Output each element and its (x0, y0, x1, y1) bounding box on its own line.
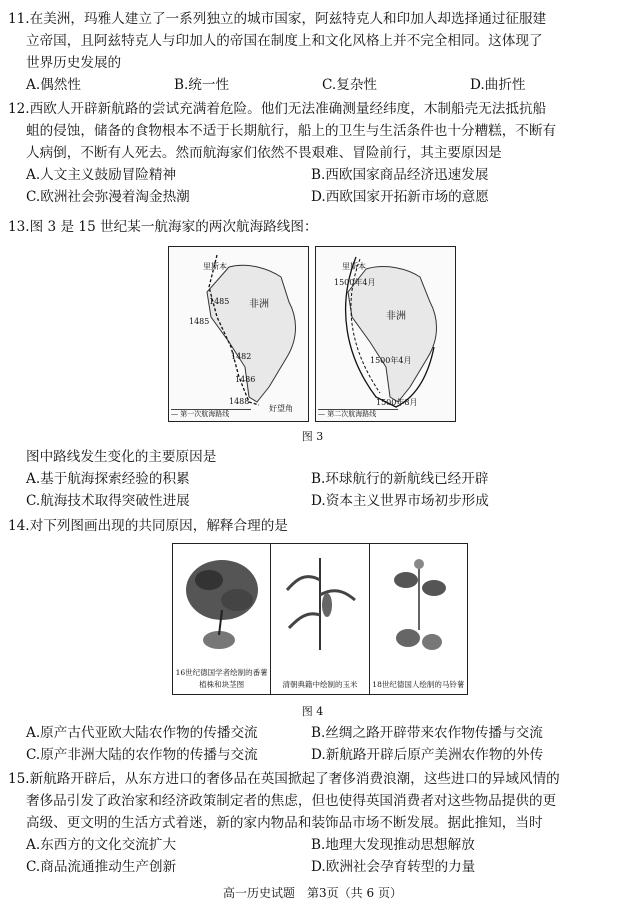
question-15 (8, 768, 618, 878)
option-c[interactable]: C.复杂性 (322, 77, 378, 93)
map-legend: — 第二次航海路线 (318, 409, 398, 419)
q12-options-row1 (8, 164, 618, 186)
figure-4-caption: 图 4 (301, 705, 324, 718)
question-13-stem (8, 216, 618, 238)
figure-4-plants (172, 543, 468, 695)
panel-sweet-potato (173, 544, 271, 694)
figure-3-caption: 图 3 (301, 430, 324, 443)
map-label: 1500年4月 (334, 278, 376, 287)
map-label: 好望角 (269, 404, 293, 413)
question-14-stem (8, 515, 618, 537)
option-a[interactable]: A.东西方的文化交流扩大 (26, 837, 177, 853)
map-label: 1488 (229, 397, 250, 406)
q14-stem-line: 14.对下列图画出现的共同原因，解释合理的是 (8, 518, 288, 534)
africa-map-first (169, 247, 307, 419)
map-label: 1485 (209, 297, 230, 306)
q13-options-row1 (8, 468, 618, 490)
panel-caption: 16世纪德国学者绘制的番薯植株和块茎图 (175, 668, 268, 689)
q11-stem-line: 11.在美洲，玛雅人建立了一系列独立的城市国家，阿兹特克人和印加人却选择通过征服建 (8, 11, 547, 27)
map-label: 里斯本 (203, 262, 227, 271)
panel-caption: 18世纪德国人绘制的马铃薯 (372, 680, 465, 689)
q15-options-row2 (8, 856, 618, 878)
map-label: 里斯本 (342, 262, 366, 271)
option-a[interactable]: A.人文主义鼓励冒险精神 (26, 167, 177, 183)
q11-stem-line: 世界历史发展的 (26, 55, 122, 71)
figure-3-maps (168, 246, 456, 422)
option-b[interactable]: B.丝绸之路开辟带来农作物传播与交流 (311, 725, 543, 741)
map-label: 1486 (235, 375, 256, 384)
option-d[interactable]: D.曲折性 (470, 77, 526, 93)
option-b[interactable]: B.环球航行的新航线已经开辟 (311, 471, 489, 487)
q13-question: 图中路线发生变化的主要原因是 (26, 449, 217, 465)
option-b[interactable]: B.地理大发现推动思想解放 (311, 837, 475, 853)
question-12 (8, 98, 618, 208)
map-label: 非洲 (249, 299, 269, 310)
map-label: 1485 (189, 317, 210, 326)
page-footer: 高一历史试题 第3页（共 6 页） (223, 886, 402, 900)
q11-options (8, 74, 618, 96)
map-label: 1500年4月 (370, 356, 412, 365)
map-legend: — 第一次航海路线 (171, 409, 251, 419)
corn-illustration (277, 550, 363, 658)
q15-stem-line: 奢侈品引发了政治家和经济政策制定者的焦虑，但也使得英国消费者对这些物品提供的更 (26, 793, 557, 809)
q13-stem-line: 13.图 3 是 15 世纪某一航海家的两次航海路线图： (8, 219, 318, 235)
q14-options-row1 (8, 722, 618, 744)
option-d[interactable]: D.资本主义世界市场初步形成 (311, 493, 489, 509)
q13-options-row2 (8, 490, 618, 512)
q15-stem-line: 15.新航路开辟后，从东方进口的奢侈品在英国掀起了奢侈消费浪潮，这些进口的异域风情的 (8, 771, 560, 787)
q14-options-row2 (8, 744, 618, 766)
q12-stem-line: 蛆的侵蚀，储备的食物根本不适于长期航行，船上的卫生与生活条件也十分糟糕，不断有 (26, 123, 557, 139)
option-c[interactable]: C.欧洲社会弥漫着淘金热潮 (26, 189, 190, 205)
q12-stem-line: 12.西欧人开辟新航路的尝试充满着危险。他们无法准确测量经纬度，木制船壳无法抵抗船 (8, 101, 547, 117)
option-c[interactable]: C.原产非洲大陆的农作物的传播与交流 (26, 747, 258, 763)
option-d[interactable]: D.欧洲社会孕育转型的力量 (311, 859, 476, 875)
q12-stem-line: 人病倒，不断有人死去。然而航海家们依然不畏艰难、冒险前行，其主要原因是 (26, 145, 502, 161)
option-c[interactable]: C.航海技术取得突破性进展 (26, 493, 190, 509)
map-label: 1482 (231, 352, 252, 361)
potato-illustration (376, 550, 462, 658)
question-14-options (8, 722, 618, 766)
option-b[interactable]: B.统一性 (174, 77, 230, 93)
q12-options-row2 (8, 186, 618, 208)
question-13-body (8, 446, 618, 512)
q15-stem-line: 高级、更文明的生活方式着迷，新的家内物品和装饰品市场不断发展。据此推知，当时 (26, 815, 543, 831)
option-d[interactable]: D.西欧国家开拓新市场的意愿 (311, 189, 489, 205)
q11-stem-line: 立帝国，且阿兹特克人与印加人的帝国在制度上和文化风格上并不完全相同。这体现了 (26, 33, 543, 49)
option-c[interactable]: C.商品流通推动生产创新 (26, 859, 177, 875)
map-label: 1500年8月 (376, 398, 418, 407)
question-11 (8, 8, 618, 96)
option-a[interactable]: A.原产古代亚欧大陆农作物的传播交流 (26, 725, 258, 741)
option-a[interactable]: A.基于航海探索经验的积累 (26, 471, 190, 487)
map-second-voyage (315, 246, 456, 422)
sweet-potato-illustration (179, 550, 265, 658)
map-first-voyage (168, 246, 309, 422)
option-b[interactable]: B.西欧国家商品经济迅速发展 (311, 167, 489, 183)
option-d[interactable]: D.新航路开辟后原产美洲农作物的外传 (311, 747, 544, 763)
option-a[interactable]: A.偶然性 (26, 77, 81, 93)
africa-map-second (316, 247, 454, 419)
q15-options-row1 (8, 834, 618, 856)
map-label: 非洲 (386, 311, 406, 322)
panel-potato (370, 544, 467, 694)
panel-caption: 清朝典籍中绘制的玉米 (282, 680, 358, 689)
panel-corn (271, 544, 369, 694)
